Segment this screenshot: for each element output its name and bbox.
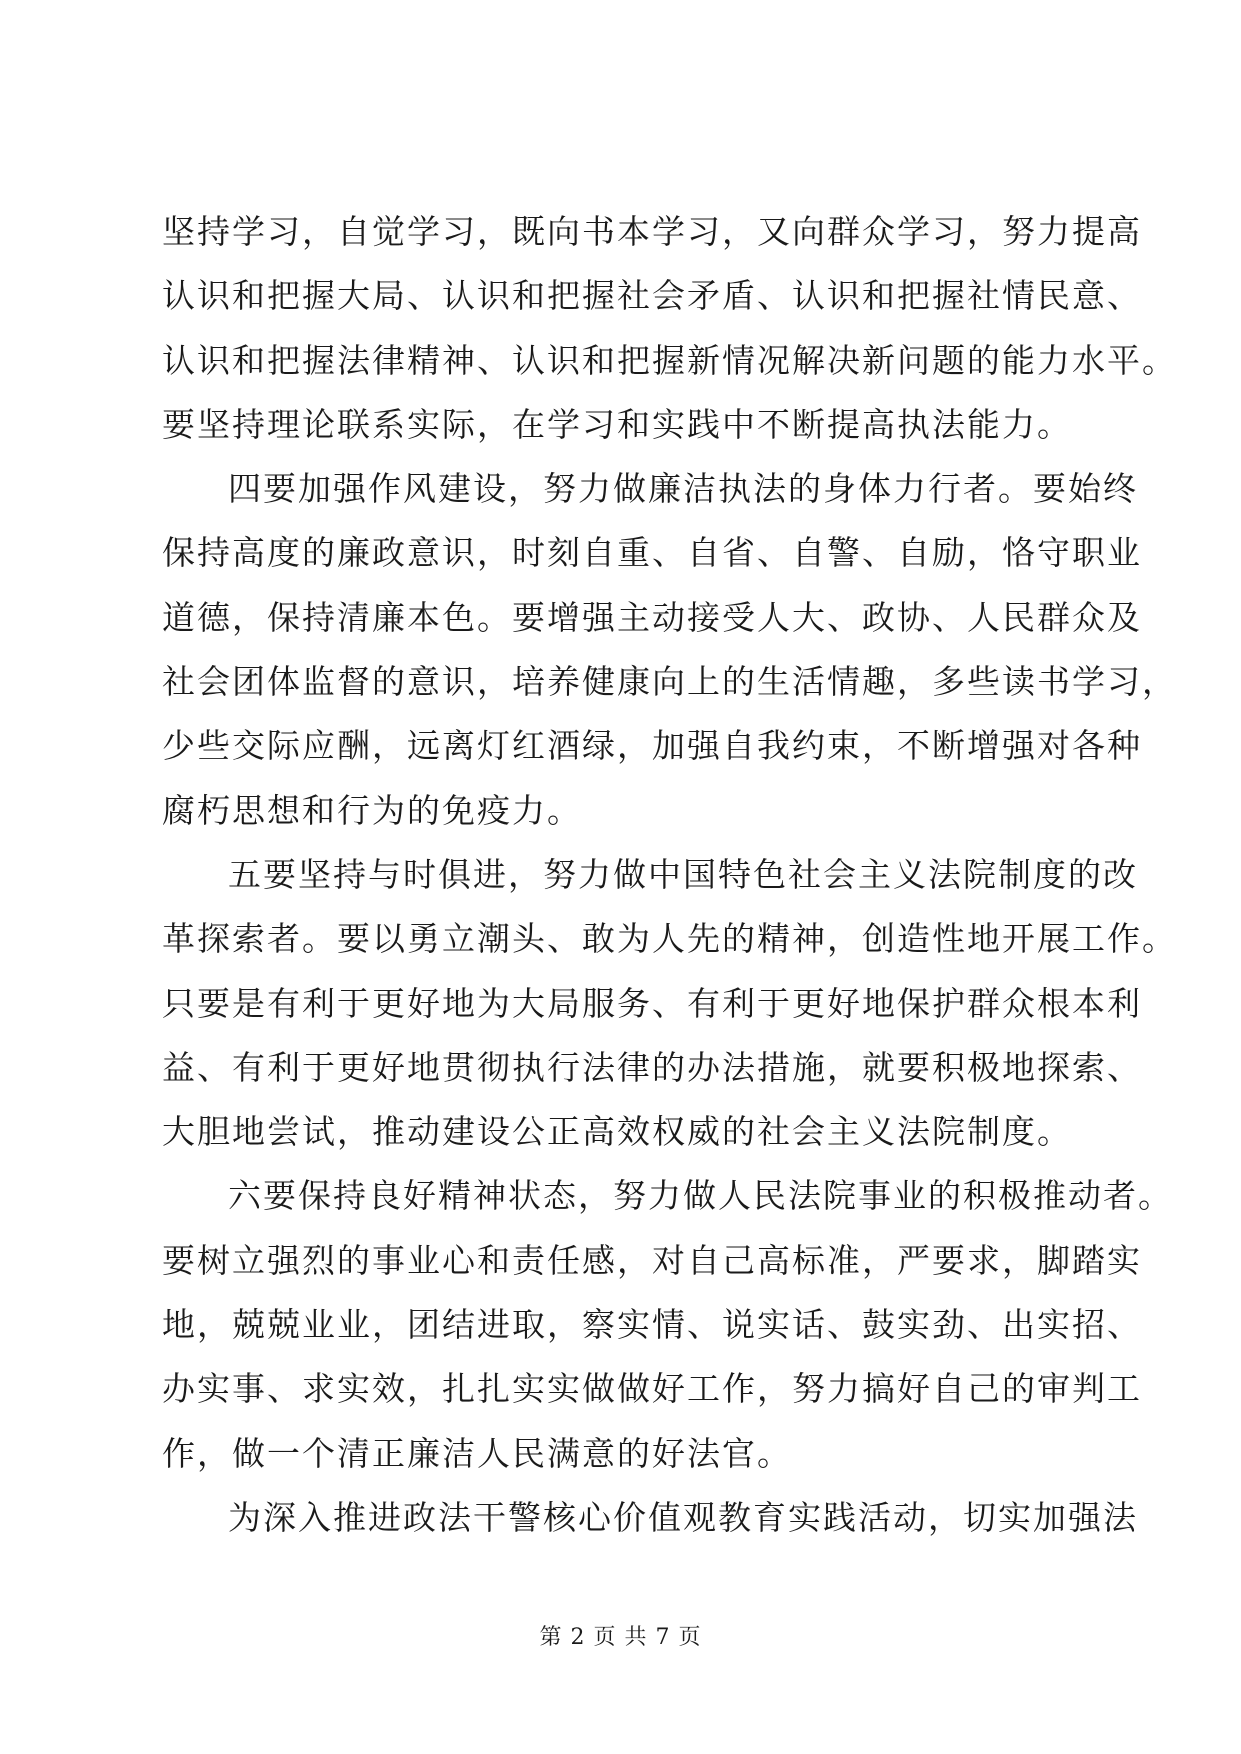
text-line: 认识和把握法律精神、认识和把握新情况解决新问题的能力水平。 bbox=[162, 340, 1177, 380]
text-line: 腐朽思想和行为的免疫力。 bbox=[162, 790, 582, 830]
text-line: 为深入推进政法干警核心价值观教育实践活动，切实加强法 bbox=[228, 1497, 1138, 1537]
text-line: 四要加强作风建设，努力做廉洁执法的身体力行者。要始终 bbox=[228, 469, 1138, 509]
text-line: 益、有利于更好地贯彻执行法律的办法措施，就要积极地探索、 bbox=[162, 1047, 1142, 1087]
text-line: 六要保持良好精神状态，努力做人民法院事业的积极推动者。 bbox=[228, 1176, 1173, 1216]
text-line: 社会团体监督的意识，培养健康向上的生活情趣，多些读书学习， bbox=[162, 662, 1177, 702]
paragraph-2 bbox=[162, 457, 1177, 843]
text-line: 保持高度的廉政意识，时刻自重、自省、自警、自励，恪守职业 bbox=[162, 533, 1142, 573]
text-line: 道德，保持清廉本色。要增强主动接受人大、政协、人民群众及 bbox=[162, 597, 1142, 637]
document-body bbox=[162, 200, 1177, 1550]
paragraph-5 bbox=[162, 1486, 1138, 1550]
text-line: 坚持学习，自觉学习，既向书本学习，又向群众学习，努力提高 bbox=[162, 212, 1142, 251]
text-line: 要树立强烈的事业心和责任感，对自己高标准，严要求，脚踏实 bbox=[162, 1240, 1142, 1280]
paragraph-1 bbox=[162, 200, 1177, 457]
paragraph-3 bbox=[162, 843, 1177, 1164]
text-line: 革探索者。要以勇立潮头、敢为人先的精神，创造性地开展工作。 bbox=[162, 919, 1177, 959]
text-line: 认识和把握大局、认识和把握社会矛盾、认识和把握社情民意、 bbox=[162, 276, 1142, 316]
text-line: 只要是有利于更好地为大局服务、有利于更好地保护群众根本利 bbox=[162, 983, 1142, 1023]
page-number-footer: 第 2 页 共 7 页 bbox=[539, 1625, 702, 1650]
text-line: 地，兢兢业业，团结进取，察实情、说实话、鼓实劲、出实招、 bbox=[162, 1305, 1142, 1345]
text-line: 少些交际应酬，远离灯红酒绿，加强自我约束，不断增强对各种 bbox=[162, 726, 1142, 766]
text-line: 大胆地尝试，推动建设公正高效权威的社会主义法院制度。 bbox=[162, 1112, 1072, 1152]
text-line: 作，做一个清正廉洁人民满意的好法官。 bbox=[162, 1433, 792, 1473]
text-line: 办实事、求实效，扎扎实实做做好工作，努力搞好自己的审判工 bbox=[162, 1369, 1142, 1409]
paragraph-4 bbox=[162, 1164, 1173, 1485]
text-line: 要坚持理论联系实际，在学习和实践中不断提高执法能力。 bbox=[162, 404, 1072, 444]
text-line: 五要坚持与时俱进，努力做中国特色社会主义法院制度的改 bbox=[228, 854, 1138, 894]
